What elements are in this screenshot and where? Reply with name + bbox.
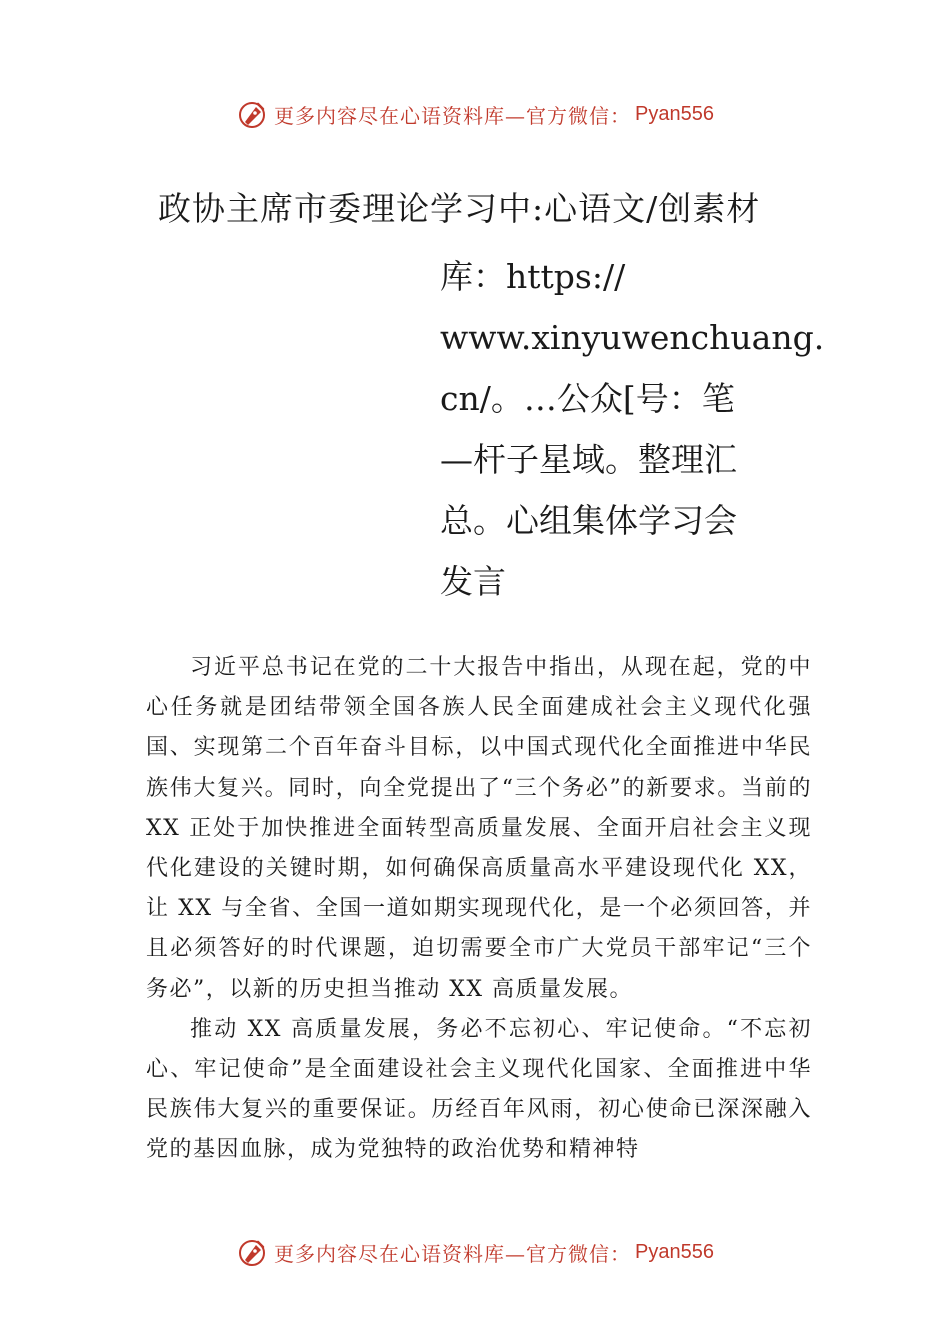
header-banner	[0, 94, 950, 134]
title-line: www.xinyuwenchuang.	[440, 318, 825, 357]
title-line: —杆子星域。整理汇	[440, 440, 737, 479]
body-paragraph: 习近平总书记在党的二十大报告中指出，从现在起，党的中心任务就是团结带领全国各族人民全面建成社会主义现代化强国、实现第二个百年奋斗目标，以中国式现代化全面推进中华民族伟大复兴。同时，向全党提出了“三个务必”的新要求。当前的 XX 正处于加快推进全面转型高质量发展、全面开启社会主义现代化建设的关键时期，如何确保高质量高水平建设现代化 XX，让 XX 与全省、全国一道如期实现现代化，是一个必须回答，并且必须答好的时代课题，迫切需要全市广大党员干部牢记“三个务必”，以新的历史担当推动 XX 高质量发展。	[146, 655, 813, 1002]
document-title-line-1: 政协主席市委理论学习中:心语文/创素材	[158, 189, 761, 228]
pen-nib-logo-icon	[236, 98, 268, 130]
banner-text: 更多内容尽在心语资料库—官方微信：	[274, 1241, 632, 1266]
footer-banner	[0, 1232, 950, 1272]
document-body	[146, 648, 812, 1171]
pen-nib-logo-icon	[236, 1236, 268, 1268]
title-line: 发言	[440, 562, 506, 601]
title-line: 总。心组集体学习会	[440, 501, 737, 540]
banner-wechat-handle: Pyan556	[635, 1240, 714, 1263]
banner-wechat-handle: Pyan556	[635, 102, 714, 125]
banner-text: 更多内容尽在心语资料库—官方微信：	[274, 103, 632, 128]
body-paragraph: 推动 XX 高质量发展，务必不忘初心、牢记使命。“不忘初心、牢记使命”是全面建设社会主义现代化国家、全面推进中华民族伟大复兴的重要保证。历经百年风雨，初心使命已深深融入党的基因血脉，成为党独特的政治优势和精神特	[146, 1016, 812, 1163]
title-line: cn/。…公众[号：笔	[440, 379, 735, 418]
document-title-continuation	[440, 246, 825, 612]
title-line: 库：https://	[440, 257, 626, 296]
